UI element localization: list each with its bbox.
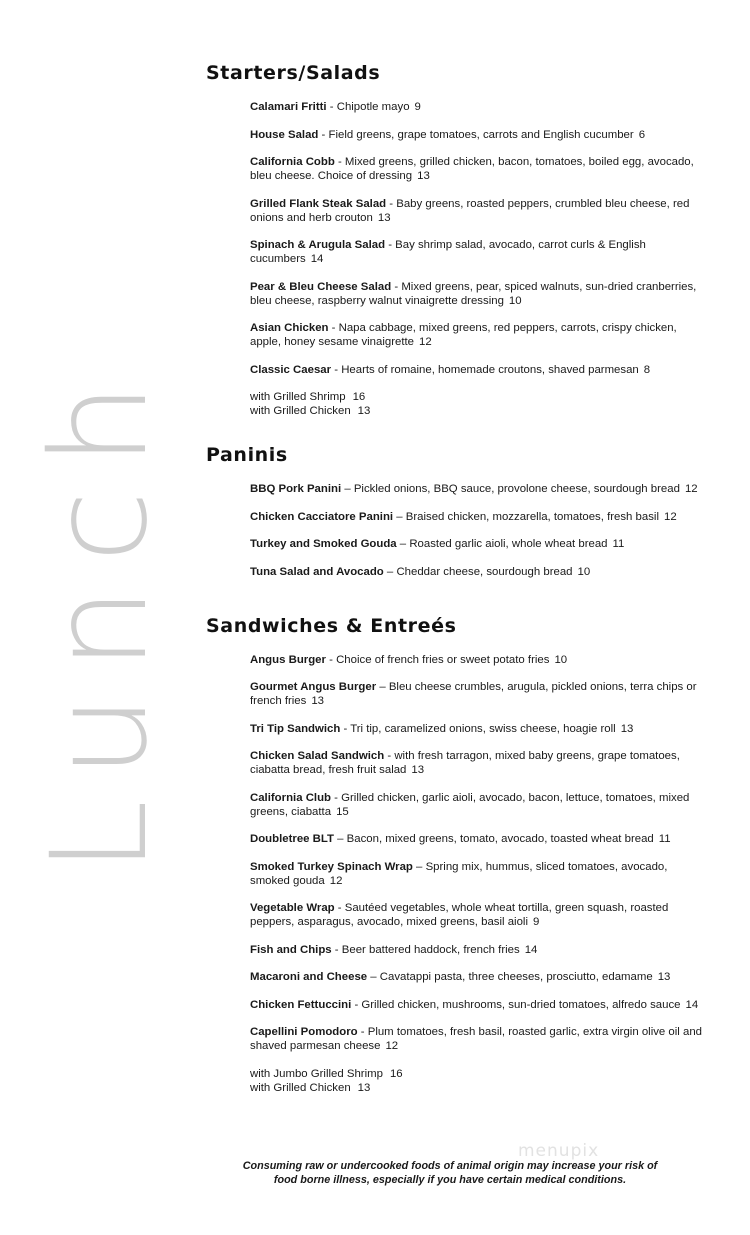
menu-item-separator: – [383,565,397,578]
menu-item [250,363,705,377]
menu-item-separator: - [325,653,337,666]
menu-item-list [250,100,705,377]
menu-item-description: Grilled chicken, mushrooms, sun-dried tomatoes, alfredo sauce [361,998,681,1011]
menu-item [250,1025,705,1053]
menu-item-price: 9 [414,101,421,113]
menu-item-separator: - [318,128,329,141]
menu-item [250,155,705,183]
addon-price: 16 [389,1067,403,1080]
menu-item-price: 12 [684,483,698,495]
side-title-lunch: Lunch [23,358,177,874]
addon-price: 13 [357,405,371,417]
menu-item-price: 11 [658,833,671,845]
menu-item-price: 9 [532,916,540,928]
menu-item-description: Sautéed vegetables, whole wheat tortilla, green squash, roasted peppers, asparagus, avocado, mixed greens, basil aioli [250,902,669,928]
menu-item [250,970,705,984]
addon-price: 16 [352,391,366,403]
menu-item [250,860,705,888]
menu-item-price: 6 [638,128,646,141]
menu-item-description: Bay shrimp salad, avocado, carrot curls & English cucumbers [250,239,646,265]
menu-item-description: Chipotle mayo [336,101,410,113]
menu-item [250,943,705,957]
menu-item-separator: - [340,722,351,735]
menu-item-price: 10 [508,294,522,307]
watermark-logo: menupix [518,1141,600,1161]
menu-item-name: Gourmet Angus Burger [250,681,377,693]
menu-item-name: Smoked Turkey Spinach Wrap [250,860,413,873]
menu-item-name: Grilled Flank Steak Salad [250,197,387,210]
addon-label: with Jumbo Grilled Shrimp [250,1067,383,1080]
menu-item-separator: - [326,101,337,113]
menu-item-name: California Cobb [250,156,335,168]
addon-option [250,404,705,418]
menu-item [250,482,705,496]
menu-item-separator: – [333,833,347,845]
menu-item-separator: - [331,363,342,376]
menu-item-separator: - [391,280,402,293]
menu-item-description: Tri tip, caramelized onions, swiss cheese, hoagie roll [350,722,616,735]
menu-item-price: 12 [419,336,432,348]
menu-item [250,722,705,736]
menu-content [206,62,706,1121]
menu-item-description: Choice of french fries or sweet potato fries [336,653,550,666]
menu-item-description: Cavatappi pasta, three cheeses, prosciutto, edamame [379,971,653,983]
menu-item-price: 11 [612,538,625,550]
menu-section [206,62,706,418]
menu-item [250,653,705,667]
menu-item [250,238,705,266]
menu-item [250,791,705,819]
menu-item [250,197,705,225]
addon-option [250,1067,705,1081]
menu-item-name: Classic Caesar [250,363,332,376]
menu-item-description: Grilled chicken, garlic aioli, avocado, bacon, lettuce, tomatoes, mixed greens, ciabatta [250,791,690,818]
section-title: Sandwiches & Entreés [206,614,457,637]
menu-item-price: 12 [329,874,343,887]
food-safety-disclaimer: Consuming raw or undercooked foods of animal origin may increase your risk of food borne illness, especially if you have certain medical conditions. [242,1160,658,1186]
menu-item-separator: - [334,156,345,168]
menu-item-name: Tri Tip Sandwich [250,722,341,735]
menu-item [250,128,705,142]
menu-item-separator: - [357,1026,368,1038]
menu-section [206,444,706,579]
menu-item-name: Asian Chicken [250,322,329,334]
menu-item-price: 13 [311,695,325,707]
addon-option [250,390,705,404]
menu-item-separator: - [386,197,397,210]
menu-item-price: 14 [524,943,538,956]
menu-item-price: 14 [310,253,324,265]
menu-item-description: Mixed greens, grilled chicken, bacon, tomatoes, boiled egg, avocado, bleu cheese. Choice of dressing [250,156,694,182]
menu-item-name: BBQ Pork Panini [250,483,342,495]
menu-item-description: Baby greens, roasted peppers, crumbled bleu cheese, red onions and herb crouton [250,197,690,224]
menu-item-description: Roasted garlic aioli, whole wheat bread [409,538,608,550]
menu-item-separator: - [384,750,395,762]
menu-item-separator: - [351,998,362,1011]
menu-item [250,321,705,349]
menu-item-name: Fish and Chips [250,943,332,956]
menu-item-separator: – [341,483,354,495]
menu-item [250,680,705,708]
menu-item-description: with fresh tarragon, mixed baby greens, grape tomatoes, ciabatta bread, fresh fruit salad [250,750,680,776]
menu-item-description: Cheddar cheese, sourdough bread [396,565,573,578]
menu-item [250,280,705,308]
menu-item-list [250,653,705,1054]
menu-item-name: Chicken Salad Sandwich [250,750,385,762]
menu-item [250,537,705,551]
menu-item-separator: – [412,860,426,873]
menu-item-price: 10 [554,653,568,666]
menu-item-description: Mixed greens, pear, spiced walnuts, sun-dried cranberries, bleu cheese, raspberry walnut vinaigrette dressing [250,280,697,307]
menu-item-price: 13 [377,211,391,224]
menu-item-separator: – [367,971,380,983]
menu-item-name: Pear & Bleu Cheese Salad [250,280,392,293]
menu-item-separator: - [385,239,396,251]
menu-item-price: 10 [577,565,591,578]
menu-item-name: Angus Burger [250,653,326,666]
menu-item-description: Spring mix, hummus, sliced tomatoes, avocado, smoked gouda [250,860,668,887]
menu-item [250,832,705,846]
menu-item-price: 15 [336,805,349,818]
menu-item-price: 13 [620,722,634,735]
menu-item [250,749,705,777]
menu-item [250,901,705,929]
addon-label: with Grilled Shrimp [250,391,346,403]
menu-item [250,510,705,524]
menu-item-addons [250,1067,705,1095]
menu-item-description: Pickled onions, BBQ sauce, provolone cheese, sourdough bread [353,483,680,495]
menu-item-separator: – [376,681,389,693]
menu-item-price: 12 [664,510,677,523]
menu-item-price: 8 [643,363,651,376]
menu-item-separator: – [393,510,406,523]
addon-label: with Grilled Chicken [250,1081,351,1094]
menu-item-separator: - [331,943,342,956]
menu-item-name: Macaroni and Cheese [250,971,368,983]
addon-option [250,1081,705,1095]
menu-item-name: Calamari Fritti [250,101,327,113]
menu-item-name: House Salad [250,128,319,141]
menu-item-separator: - [328,322,339,334]
menu-item-name: Vegetable Wrap [250,902,335,914]
menu-item-price: 12 [385,1040,399,1052]
menu-item-price: 13 [411,764,425,776]
menu-item-name: California Club [250,791,332,804]
menu-item-description: Hearts of romaine, homemade croutons, shaved parmesan [341,363,639,376]
menu-item [250,100,705,114]
menu-item-addons [250,390,705,418]
menu-item-separator: - [331,791,342,804]
menu-item [250,565,705,579]
menu-item-name: Tuna Salad and Avocado [250,565,384,578]
menu-item-description: Plum tomatoes, fresh basil, roasted garlic, extra virgin olive oil and shaved parmesan cheese [250,1026,702,1052]
menu-item-price: 13 [417,170,430,182]
menu-item-separator: – [396,538,410,550]
menu-item-separator: - [334,902,345,914]
menu-item-price: 13 [657,971,671,983]
menu-item-name: Capellini Pomodoro [250,1026,358,1038]
menu-item-list [250,482,705,579]
addon-price: 13 [357,1081,371,1094]
section-title: Paninis [206,444,288,466]
menu-item-description: Napa cabbage, mixed greens, red peppers, carrots, crispy chicken, apple, honey sesame vinaigrette [250,322,677,348]
menu-item-price: 14 [685,998,699,1011]
menu-item-name: Chicken Cacciatore Panini [250,510,394,523]
menu-item-description: Beer battered haddock, french fries [341,943,520,956]
menu-section [206,615,706,1095]
menu-item-name: Chicken Fettuccini [250,998,352,1011]
menu-item-description: Braised chicken, mozzarella, tomatoes, fresh basil [405,510,659,523]
menu-item-description: Bacon, mixed greens, tomato, avocado, toasted wheat bread [346,833,654,845]
menu-item-name: Spinach & Arugula Salad [250,239,386,251]
addon-label: with Grilled Chicken [250,405,351,417]
menu-item [250,998,705,1012]
menu-item-description: Bleu cheese crumbles, arugula, pickled onions, terra chips or french fries [250,681,697,707]
menu-item-name: Doubletree BLT [250,833,334,845]
section-title: Starters/Salads [206,62,381,84]
menu-item-name: Turkey and Smoked Gouda [250,538,397,550]
menu-item-description: Field greens, grape tomatoes, carrots and English cucumber [328,128,634,141]
